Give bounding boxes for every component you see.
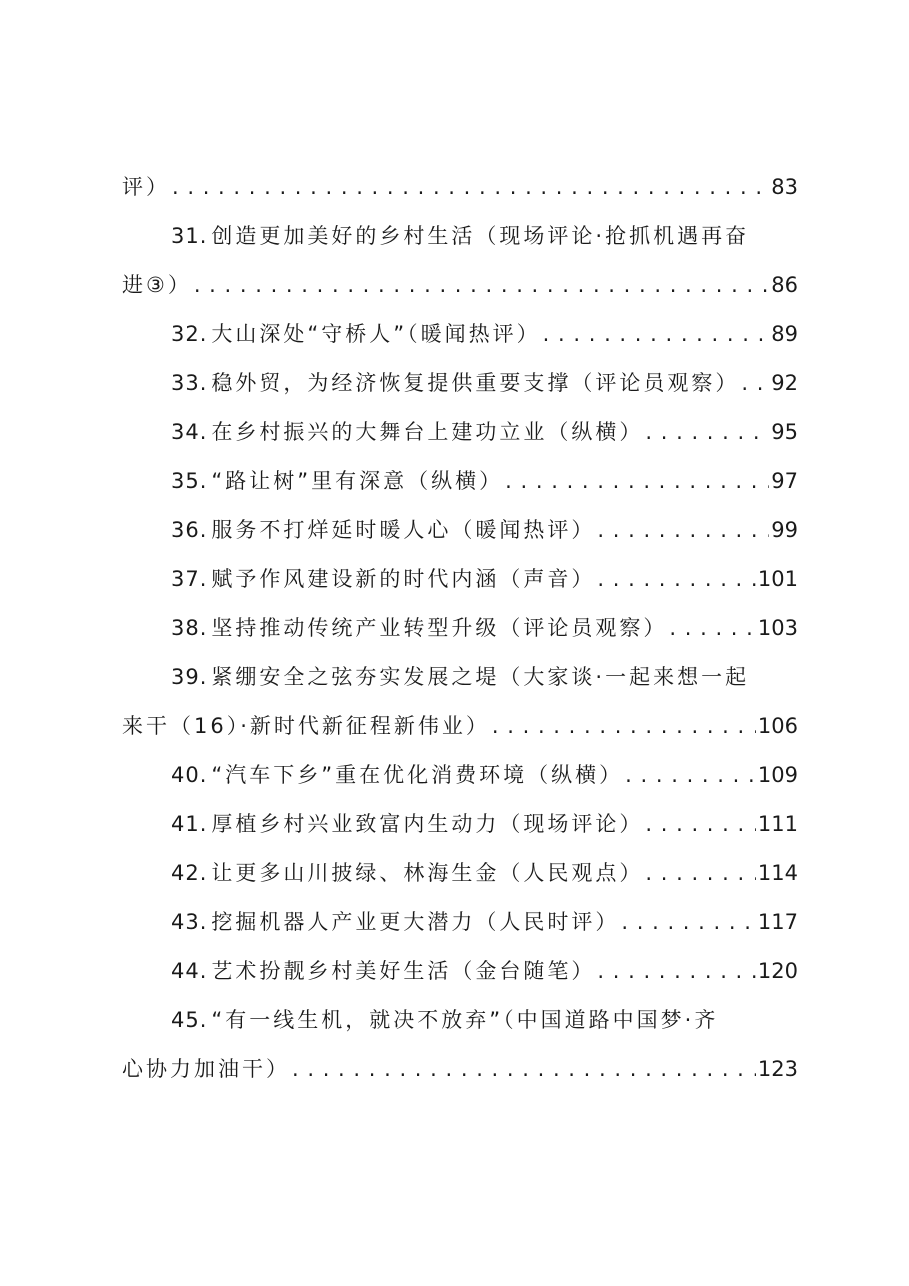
toc-page-number: 120	[757, 959, 798, 983]
toc-entry-title: 挖掘机器人产业更大潜力（人民时评）	[211, 910, 620, 934]
toc-entry[interactable]	[122, 457, 798, 506]
toc-entry-line	[122, 751, 798, 800]
toc-entry-number: 39.	[171, 665, 208, 689]
toc-entry-title: 大山深处“守桥人”（暖闻热评）	[211, 322, 541, 346]
toc-page-number: 114	[757, 861, 798, 885]
dot-leader	[492, 702, 756, 751]
toc-entry-number: 37.	[171, 567, 208, 591]
dot-leader	[597, 506, 769, 555]
toc-entry-number: 40.	[171, 763, 208, 787]
toc-entry-number: 36.	[171, 518, 208, 542]
toc-entry-line	[122, 555, 798, 604]
toc-page-number: 92	[771, 371, 798, 395]
toc-entry-number: 33.	[171, 371, 208, 395]
toc-page-number: 89	[771, 322, 798, 346]
toc-entry-line	[122, 261, 798, 310]
toc-entry-title: “汽车下乡”重在优化消费环境（纵横）	[211, 763, 624, 787]
toc-entry-title: “路让树”里有深意（纵横）	[211, 469, 504, 493]
dot-leader	[741, 359, 769, 408]
toc-entry-line	[122, 898, 798, 947]
toc-entry-title: 赋予作风建设新的时代内涵（声音）	[211, 567, 596, 591]
toc-entry-line	[122, 408, 798, 457]
toc-entry-number: 43.	[171, 910, 208, 934]
toc-entry-title: 来干（16）·新时代新征程新伟业）	[122, 714, 490, 738]
toc-entry-number: 31.	[171, 224, 208, 248]
toc-entry-line	[122, 996, 798, 1045]
toc-page-number: 109	[757, 763, 798, 787]
toc-page-number: 86	[771, 273, 798, 297]
toc-entry[interactable]	[122, 310, 798, 359]
toc-entry-title: 服务不打烊延时暖人心（暖闻热评）	[211, 518, 596, 542]
toc-entry-title: 心协力加油干）	[122, 1057, 290, 1081]
dot-leader	[172, 163, 769, 212]
dot-leader	[645, 408, 769, 457]
toc-entry-line	[122, 506, 798, 555]
toc-entry-number: 34.	[171, 420, 208, 444]
dot-leader	[645, 800, 756, 849]
toc-entry[interactable]	[122, 849, 798, 898]
table-of-contents	[122, 163, 798, 1094]
toc-entry[interactable]	[122, 898, 798, 947]
toc-entry-line	[122, 800, 798, 849]
toc-entry[interactable]	[122, 800, 798, 849]
dot-leader	[621, 898, 756, 947]
dot-leader	[292, 1045, 756, 1094]
toc-entry-title: 艺术扮靓乡村美好生活（金台随笔）	[211, 959, 596, 983]
toc-entry-title: 在乡村振兴的大舞台上建功立业（纵横）	[211, 420, 644, 444]
toc-entry-line	[122, 359, 798, 408]
toc-entry-title: 评）	[122, 175, 170, 199]
toc-page-number: 117	[757, 910, 798, 934]
toc-entry-line	[122, 849, 798, 898]
dot-leader	[669, 604, 756, 653]
toc-entry-title: 进③）	[122, 273, 192, 297]
toc-entry-number: 38.	[171, 616, 208, 640]
dot-leader	[625, 751, 756, 800]
dot-leader	[543, 310, 770, 359]
toc-entry[interactable]	[122, 947, 798, 996]
toc-entry-title: 创造更加美好的乡村生活（现场评论·抢抓机遇再奋	[211, 224, 750, 248]
dot-leader	[194, 261, 769, 310]
dot-leader	[597, 555, 756, 604]
toc-entry-line	[122, 457, 798, 506]
toc-entry-number: 32.	[171, 322, 208, 346]
toc-entry-title: 坚持推动传统产业转型升级（评论员观察）	[211, 616, 668, 640]
toc-entry-line	[122, 310, 798, 359]
toc-page-number: 123	[757, 1057, 798, 1081]
toc-entry-line	[122, 947, 798, 996]
dot-leader	[505, 457, 769, 506]
toc-entry[interactable]	[122, 408, 798, 457]
toc-entry[interactable]	[122, 212, 798, 310]
toc-entry-number: 35.	[171, 469, 208, 493]
toc-entry-line	[122, 702, 798, 751]
toc-entry[interactable]	[122, 751, 798, 800]
toc-page-number: 103	[757, 616, 798, 640]
toc-entry-title: 厚植乡村兴业致富内生动力（现场评论）	[211, 812, 644, 836]
toc-page-number: 97	[771, 469, 798, 493]
toc-entry-number: 41.	[171, 812, 208, 836]
toc-entry-title: 稳外贸，为经济恢复提供重要支撑（评论员观察）	[211, 371, 740, 395]
toc-page-number: 101	[757, 567, 798, 591]
toc-entry[interactable]	[122, 604, 798, 653]
toc-entry[interactable]	[122, 163, 798, 212]
toc-entry[interactable]	[122, 359, 798, 408]
toc-entry-number: 42.	[171, 861, 208, 885]
toc-entry-title: “有一线生机，就决不放弃”（中国道路中国梦·齐	[211, 1008, 719, 1032]
toc-page-number: 111	[757, 812, 798, 836]
dot-leader	[597, 947, 756, 996]
toc-page-number: 83	[771, 175, 798, 199]
toc-page-number: 106	[757, 714, 798, 738]
dot-leader	[645, 849, 756, 898]
toc-entry[interactable]	[122, 555, 798, 604]
toc-entry-line	[122, 653, 798, 702]
toc-entry[interactable]	[122, 996, 798, 1094]
toc-entry-title: 让更多山川披绿、林海生金（人民观点）	[211, 861, 644, 885]
toc-entry-number: 45.	[171, 1008, 208, 1032]
toc-page-number: 99	[771, 518, 798, 542]
toc-entry-number: 44.	[171, 959, 208, 983]
toc-entry-line	[122, 163, 798, 212]
toc-entry-line	[122, 1045, 798, 1094]
toc-entry[interactable]	[122, 653, 798, 751]
toc-page-number: 95	[771, 420, 798, 444]
toc-entry-line	[122, 212, 798, 261]
toc-entry[interactable]	[122, 506, 798, 555]
toc-entry-title: 紧绷安全之弦夯实发展之堤（大家谈·一起来想一起	[211, 665, 750, 689]
toc-entry-line	[122, 604, 798, 653]
